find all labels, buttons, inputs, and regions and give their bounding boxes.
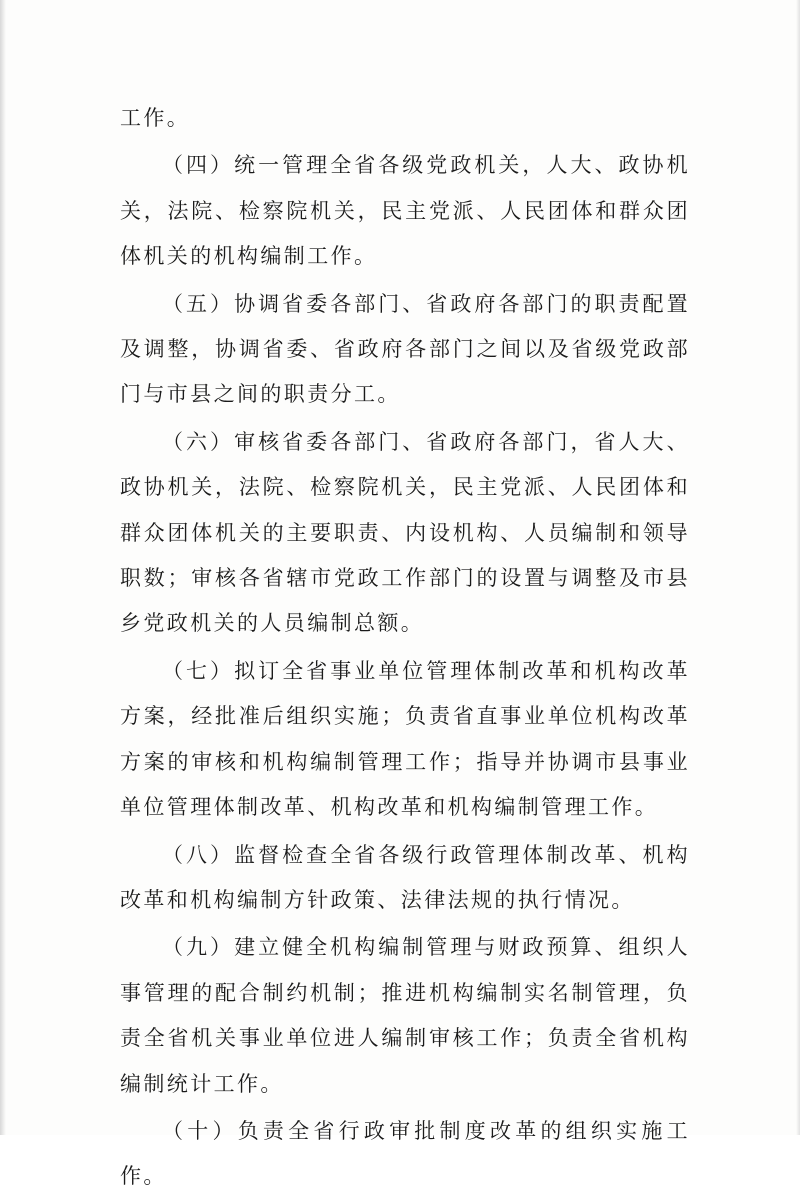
paragraph-continuation: 工作。 — [120, 106, 191, 130]
paragraph-item-8: （八）监督检查全省各级行政管理体制改革、机构改革和机构编制方针政策、法律法规的执行情况。 — [120, 842, 690, 912]
paragraph-item-5: （五）协调省委各部门、省政府各部门的职责配置及调整，协调省委、省政府各部门之间以及省级党政部门与市县之间的职责分工。 — [120, 291, 690, 407]
scan-shadow-right — [796, 0, 800, 1135]
paragraph-item-10: （十）负责全省行政审批制度改革的组织实施工作。 — [120, 1118, 690, 1189]
paragraph-item-9: （九）建立健全机构编制管理与财政预算、组织人事管理的配合制约机制；推进机构编制实名制管理，负责全省机关事业单位进人编制审核工作；负责全省机构编制统计工作。 — [120, 935, 690, 1096]
paragraph-item-7: （七）拟订全省事业单位管理体制改革和机构改革方案，经批准后组织实施；负责省直事业单位机构改革方案的审核和机构编制管理工作；指导并协调市县事业单位管理体制改革、机构改革和机构编制管理工作。 — [120, 658, 690, 820]
paragraph-item-4: （四）统一管理全省各级党政机关，人大、政协机关，法院、检察院机关，民主党派、人民团体和群众团体机关的机构编制工作。 — [120, 153, 690, 269]
document-body — [120, 96, 690, 1200]
paragraph-item-6: （六）审核省委各部门、省政府各部门，省人大、政协机关，法院、检察院机关，民主党派、人民团体和群众团体机关的主要职责、内设机构、人员编制和领导职数；审核各省辖市党政工作部门的设置与调整及市县乡党政机关的人员编制总额。 — [120, 429, 690, 636]
scan-shadow-left — [0, 0, 6, 1135]
